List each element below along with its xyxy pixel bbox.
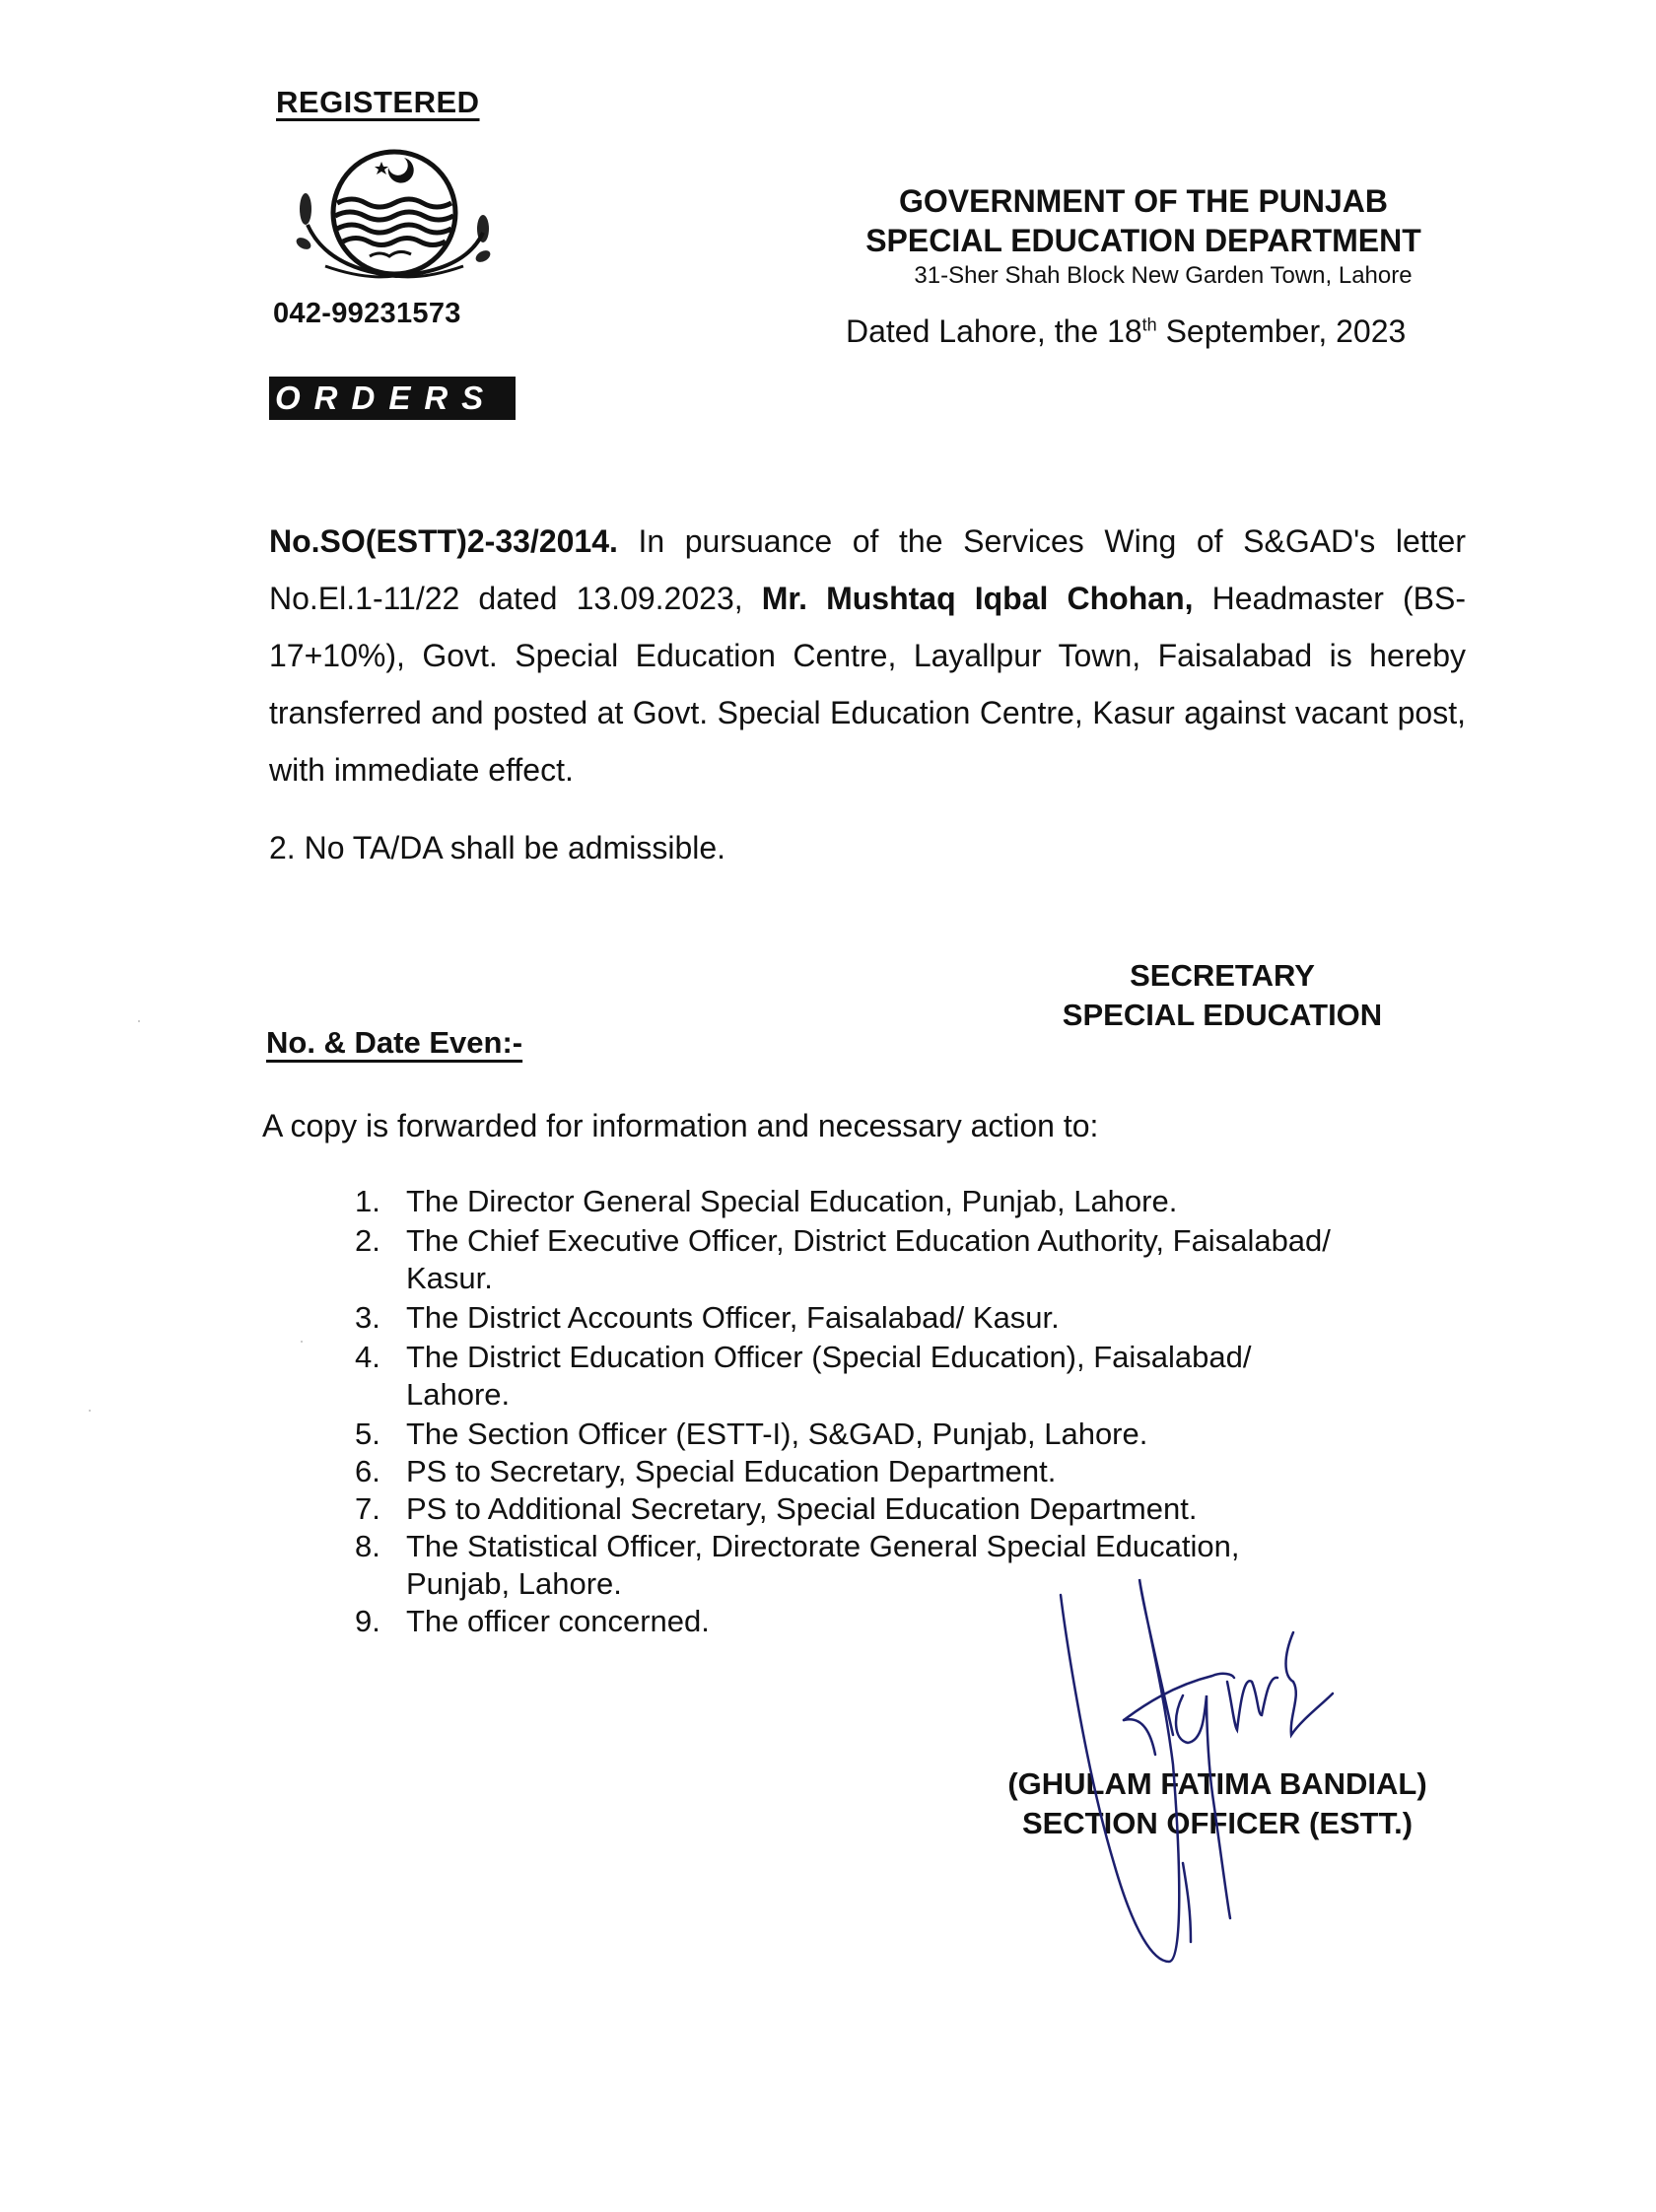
list-item-number: 8.: [355, 1529, 380, 1563]
secretary-department: SPECIAL EDUCATION: [1062, 998, 1383, 1032]
letterhead-address: 31-Sher Shah Block New Garden Town, Lahore: [914, 262, 1413, 289]
secretary-block: [1035, 956, 1410, 1035]
list-item-text: PS to Additional Secretary, Special Education Department.: [406, 1491, 1198, 1526]
ta-da-clause: 2. No TA/DA shall be admissible.: [269, 830, 726, 865]
list-item-number: 9.: [355, 1604, 380, 1638]
registered-label: REGISTERED: [276, 85, 480, 119]
signatory-designation: SECTION OFFICER (ESTT.): [1021, 1806, 1414, 1840]
order-text-1: In pursuance of the Services Wing of S&GAD's letter No.El.1-11/22 dated 13.09.2023,: [269, 523, 1466, 616]
list-item-number: 1.: [355, 1184, 380, 1218]
list-item-text: The Director General Special Education, Punjab, Lahore.: [406, 1184, 1178, 1218]
signatory-name: (GHULAM FATIMA BANDIAL): [1007, 1766, 1427, 1801]
list-item: [355, 1416, 1459, 1453]
list-item-text: The Chief Executive Officer, District Education Authority, Faisalabad/ Kasur.: [406, 1223, 1331, 1295]
list-item-number: 7.: [355, 1491, 380, 1526]
phone-number: 042-99231573: [273, 298, 461, 329]
list-item-number: 2.: [355, 1223, 380, 1258]
list-item-number: 4.: [355, 1340, 380, 1374]
letterhead-government: GOVERNMENT OF THE PUNJAB: [898, 183, 1389, 219]
list-item: [355, 1453, 1459, 1490]
officer-name: Mr. Mushtaq Iqbal Chohan,: [761, 581, 1194, 616]
letterhead: [808, 181, 1479, 292]
orders-label: ORDERS: [269, 377, 516, 420]
list-item-text: The District Education Officer (Special Education), Faisalabad/ Lahore.: [406, 1340, 1252, 1412]
list-item-number: 6.: [355, 1454, 380, 1488]
date-rest: September, 2023: [1156, 313, 1407, 349]
order-number: No.SO(ESTT)2-33/2014.: [269, 523, 618, 559]
list-item: [355, 1339, 1459, 1414]
list-item-text: The District Accounts Officer, Faisalabad/ Kasur.: [406, 1300, 1060, 1335]
list-item-number: 3.: [355, 1300, 380, 1335]
list-item-number: 5.: [355, 1417, 380, 1451]
paper-speck: [138, 1020, 140, 1022]
order-text-2: Headmaster (BS-17+10%), Govt. Special Education Centre, Layallpur Town, Faisalabad is hereby transferred and posted at Govt. Special Education Centre, Kasur against vacant post, with immediate effect.: [269, 581, 1467, 788]
paper-speck: [301, 1341, 303, 1343]
list-item: [355, 1183, 1459, 1220]
punjab-emblem-icon: [286, 140, 503, 298]
list-item: [355, 1222, 1459, 1297]
handwritten-signature-icon: [1025, 1567, 1380, 1981]
list-item: [355, 1490, 1459, 1528]
date-prefix: Dated Lahore, the 18: [846, 313, 1142, 349]
date-ordinal: th: [1141, 314, 1157, 335]
secretary-title: SECRETARY: [1130, 958, 1315, 993]
date-line: [846, 313, 1406, 350]
list-item-text: PS to Secretary, Special Education Department.: [406, 1454, 1057, 1488]
list-item: [355, 1299, 1459, 1337]
order-paragraph: [269, 513, 1466, 798]
list-item-text: The Section Officer (ESTT-I), S&GAD, Punjab, Lahore.: [406, 1417, 1148, 1451]
paper-speck: [89, 1410, 91, 1412]
no-date-even: No. & Date Even:-: [266, 1025, 523, 1060]
letterhead-department: SPECIAL EDUCATION DEPARTMENT: [865, 223, 1421, 258]
copy-forwarded-line: A copy is forwarded for information and necessary action to:: [262, 1108, 1099, 1143]
list-item-text: The officer concerned.: [406, 1604, 710, 1638]
list-item-text: The Statistical Officer, Directorate General Special Education, Punjab, Lahore.: [406, 1529, 1240, 1601]
